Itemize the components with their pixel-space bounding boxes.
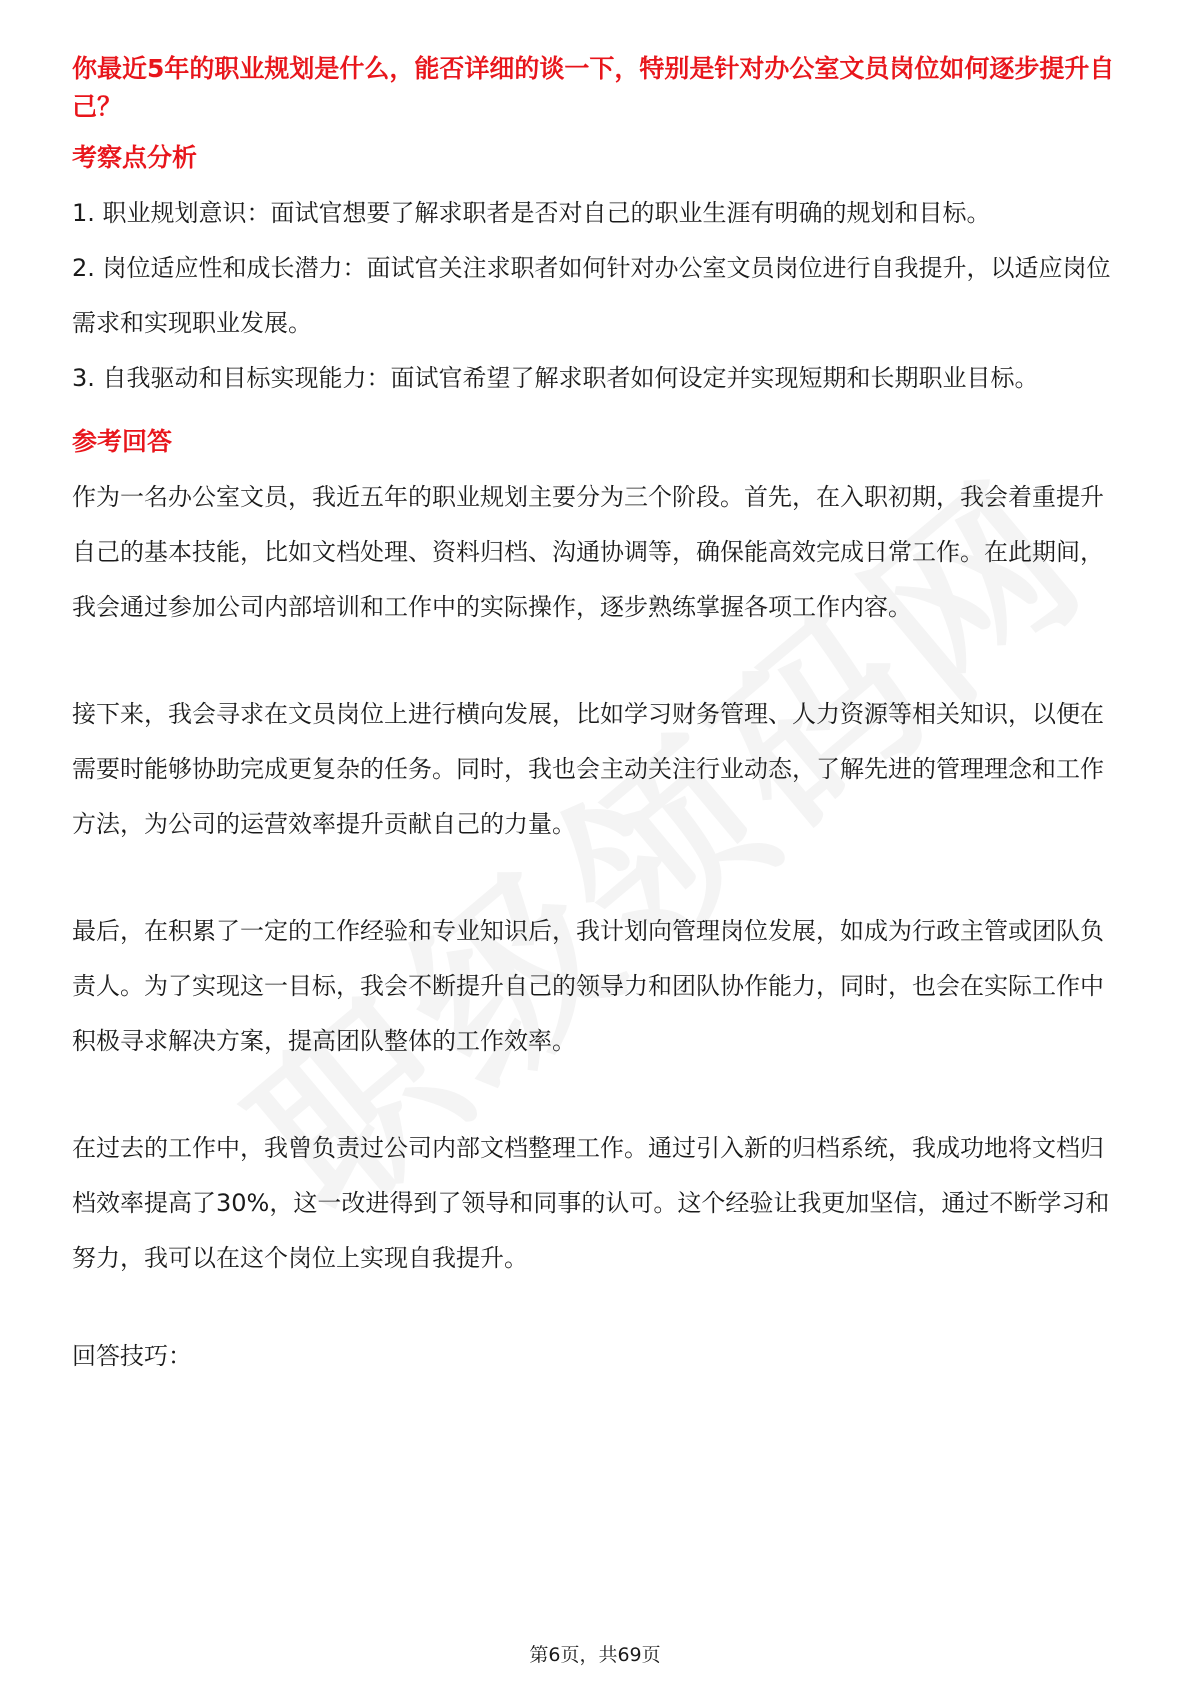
analysis-list <box>72 186 1122 406</box>
answer-paragraph: 最后，在积累了一定的工作经验和专业知识后，我计划向管理岗位发展，如成为行政主管或团队负责人。为了实现这一目标，我会不断提升自己的领导力和团队协作能力，同时，也会在实际工作中积极寻求解决方案，提高团队整体的工作效率。 <box>72 917 1104 1055</box>
analysis-point: 3. 自我驱动和目标实现能力：面试官希望了解求职者如何设定并实现短期和长期职业目标。 <box>72 364 1039 392</box>
answer-paragraph: 接下来，我会寻求在文员岗位上进行横向发展，比如学习财务管理、人力资源等相关知识，以便在需要时能够协助完成更复杂的任务。同时，我也会主动关注行业动态，了解先进的管理理念和工作方法，为公司的运营效率提升贡献自己的力量。 <box>72 700 1104 838</box>
answer-paragraph: 作为一名办公室文员，我近五年的职业规划主要分为三个阶段。首先，在入职初期，我会着重提升自己的基本技能，比如文档处理、资料归档、沟通协调等，确保能高效完成日常工作。在此期间，我会通过参加公司内部培训和工作中的实际操作，逐步熟练掌握各项工作内容。 <box>72 483 1104 621</box>
answer-paragraph: 在过去的工作中，我曾负责过公司内部文档整理工作。通过引入新的归档系统，我成功地将文档归档效率提高了30%，这一改进得到了领导和同事的认可。这个经验让我更加坚信，通过不断学习和努力，我可以在这个岗位上实现自我提升。 <box>72 1134 1110 1272</box>
question-heading: 你最近5年的职业规划是什么，能否详细的谈一下，特别是针对办公室文员岗位如何逐步提升自己？ <box>72 54 1115 121</box>
tips-label: 回答技巧： <box>72 1342 192 1370</box>
answer-title: 参考回答 <box>72 427 173 456</box>
page-number: 第6页，共69页 <box>529 1644 661 1666</box>
document-content <box>72 50 1122 1374</box>
analysis-point: 1. 职业规划意识：面试官想要了解求职者是否对自己的职业生涯有明确的规划和目标。 <box>72 199 991 227</box>
analysis-title: 考察点分析 <box>72 143 198 172</box>
answer-body <box>72 470 1122 1286</box>
analysis-point: 2. 岗位适应性和成长潜力：面试官关注求职者如何针对办公室文员岗位进行自我提升，以适应岗位需求和实现职业发展。 <box>72 254 1111 337</box>
